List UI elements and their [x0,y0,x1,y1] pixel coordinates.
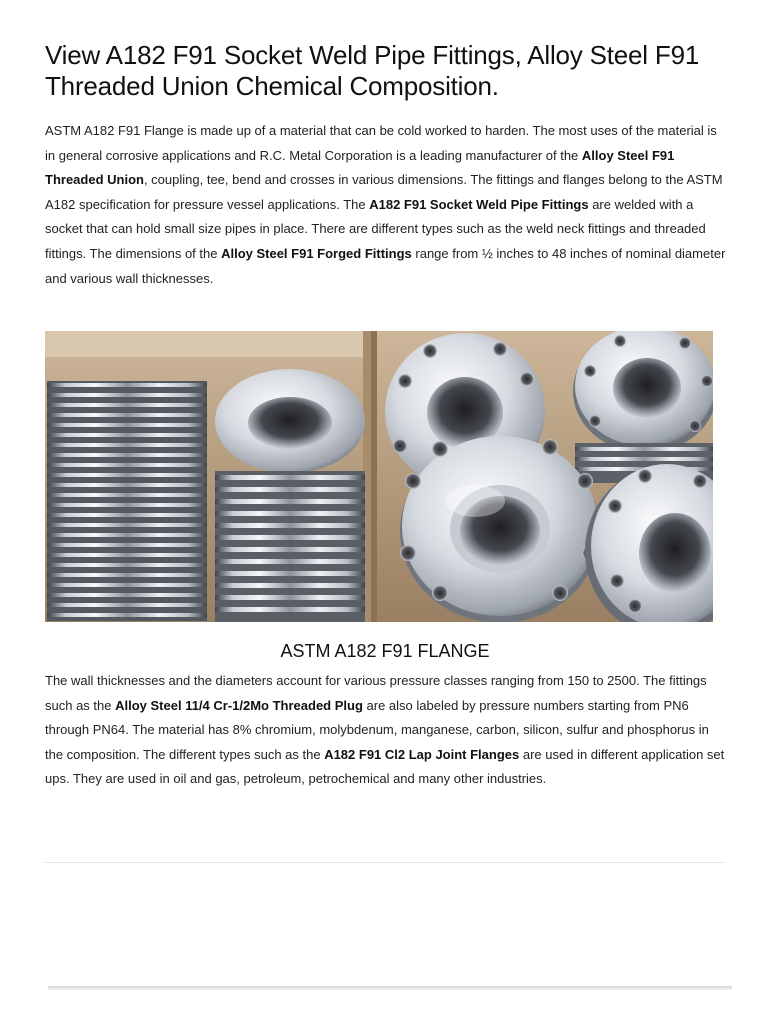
paragraph-text: are welded with a socket that can hold small size pipes in place. There are different types such as the weld neck fittings and threaded fittings. The dimensions of the [45,196,706,261]
paragraph-text: are used in different application set ups. They are used in oil and gas, petroleum, petrochemical and many other industries. [45,746,725,787]
section-divider [45,862,725,863]
paragraph-text: range from ½ inches to 48 inches of nominal diameter and various wall thicknesses. [45,245,726,286]
page-title: View A182 F91 Socket Weld Pipe Fittings, Alloy Steel F91 Threaded Union Chemical Composition. [45,40,700,101]
product-name-highlight: A182 F91 Socket Weld Pipe Fittings [369,196,589,212]
product-name-highlight: Alloy Steel 11/4 Cr-1/2Mo Threaded Plug [115,697,363,713]
paragraph-text: The wall thicknesses and the diameters account for various pressure classes ranging from 150 to 2500. The fittings such as the [45,673,707,713]
intro-paragraph [45,119,727,291]
product-name-highlight: A182 F91 Cl2 Lap Joint Flanges [324,746,520,762]
product-name-highlight: Alloy Steel F91 Threaded Union [45,147,675,188]
product-name-highlight: Alloy Steel F91 Forged Fittings [221,245,412,261]
paragraph-text: , coupling, tee, bend and crosses in various dimensions. The fittings and flanges belong to the ASTM A182 specification for pressure vessel applications. The [45,172,723,212]
image-caption: ASTM A182 F91 FLANGE [280,641,490,661]
flange-product-photo [45,331,713,622]
paragraph-text: are also labeled by pressure numbers starting from PN6 through PN64. The material has 8% chromium, molybdenum, manganese, carbon, silicon, sulfur and phosphorus in the composition. The different types such as the [45,697,709,762]
details-paragraph [45,669,727,792]
paragraph-text: ASTM A182 F91 Flange is made up of a material that can be cold worked to harden. The most uses of the material is in general corrosive applications and R.C. Metal Corporation is a leading manufacturer of the [45,123,717,163]
page-bottom-edge [48,986,732,990]
